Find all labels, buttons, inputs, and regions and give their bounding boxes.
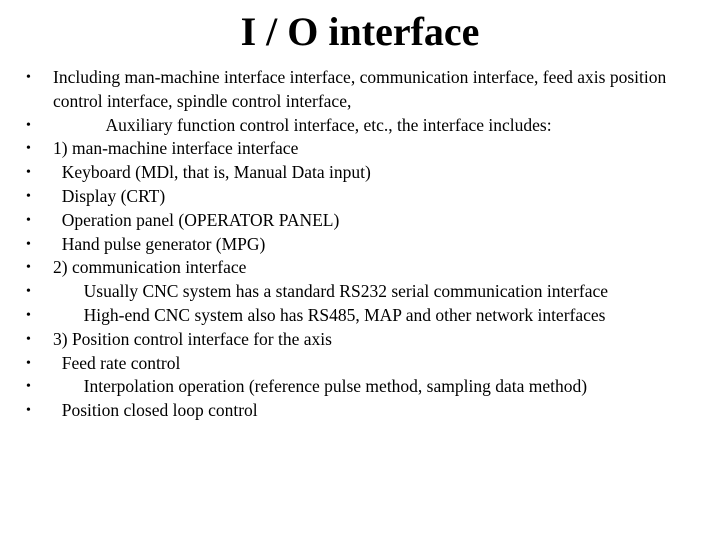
bullet-item xyxy=(26,280,696,304)
bullet-text: Usually CNC system has a standard RS232 serial communication interface xyxy=(53,281,609,302)
bullet-text: Position closed loop control xyxy=(53,400,258,421)
bullet-text: 2) communication interface xyxy=(53,257,247,278)
bullet-item xyxy=(26,66,696,114)
bullet-dot-icon: • xyxy=(26,236,31,252)
bullet-item xyxy=(26,256,696,280)
bullet-dot-icon: • xyxy=(26,188,31,204)
bullet-dot-icon: • xyxy=(26,260,31,276)
bullet-text: Display (CRT) xyxy=(53,185,166,206)
bullet-item xyxy=(26,375,696,399)
bullet-dot-icon: • xyxy=(26,331,31,347)
bullet-text: 3) Position control interface for the axis xyxy=(53,328,332,349)
bullet-dot-icon: • xyxy=(26,70,31,85)
bullet-text: Operation panel (OPERATOR PANEL) xyxy=(53,209,340,230)
bullet-text: High-end CNC system also has RS485, MAP and other network interfaces xyxy=(53,304,606,325)
bullet-item xyxy=(26,352,696,376)
bullet-dot-icon: • xyxy=(26,117,31,133)
bullet-text: Hand pulse generator (MPG) xyxy=(53,233,266,254)
bullet-item xyxy=(26,161,696,185)
bullet-item xyxy=(26,399,696,423)
bullet-item xyxy=(26,328,696,352)
bullet-dot-icon: • xyxy=(26,379,31,395)
bullet-text: Auxiliary function control interface, etc., the interface includes: xyxy=(53,114,552,135)
bullet-text: Interpolation operation (reference pulse method, sampling data method) xyxy=(53,376,588,397)
bullet-dot-icon: • xyxy=(26,141,31,157)
bullet-item xyxy=(26,233,696,257)
bullet-dot-icon: • xyxy=(26,355,31,371)
bullet-text: Feed rate control xyxy=(53,352,181,373)
bullet-dot-icon: • xyxy=(26,403,31,419)
bullet-item xyxy=(26,137,696,161)
bullet-item xyxy=(26,209,696,233)
bullet-list xyxy=(26,66,696,423)
bullet-dot-icon: • xyxy=(26,165,31,181)
bullet-dot-icon: • xyxy=(26,284,31,300)
bullet-dot-icon: • xyxy=(26,212,31,228)
bullet-text: Including man-machine interface interface, communication interface, feed axis position control interface, spindle control interface, xyxy=(53,67,671,111)
slide-title: I / O interface xyxy=(240,9,480,54)
bullet-text: Keyboard (MDl, that is, Manual Data input) xyxy=(53,162,371,183)
bullet-item xyxy=(26,114,696,138)
bullet-item xyxy=(26,304,696,328)
bullet-item xyxy=(26,185,696,209)
bullet-dot-icon: • xyxy=(26,307,31,323)
bullet-text: 1) man-machine interface interface xyxy=(53,138,299,159)
